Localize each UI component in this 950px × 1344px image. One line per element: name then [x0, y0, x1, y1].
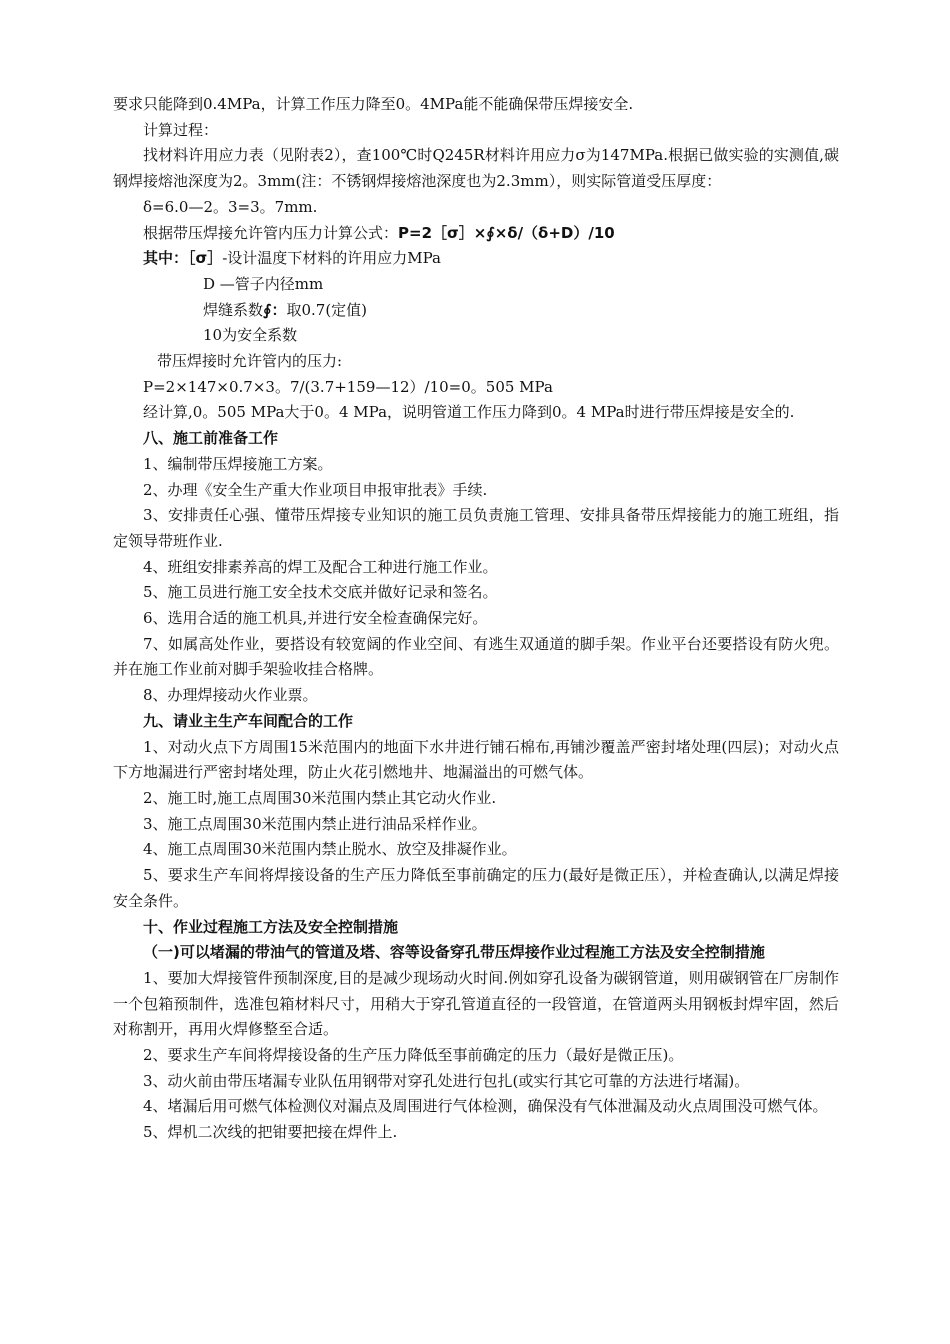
- list-item: 2、办理《安全生产重大作业项目申报审批表》手续.: [143, 480, 488, 499]
- list-item: 2、要求生产车间将焊接设备的生产压力降低至事前确定的压力（最好是微正压)。: [143, 1046, 684, 1065]
- list-item: 5、焊机二次线的把钳要把接在焊件上.: [143, 1123, 398, 1142]
- formula-intro: 根据带压焊接允许管内压力计算公式：: [143, 223, 399, 242]
- thickness-formula: δ=6.0—2。3=3。7mm.: [143, 197, 318, 216]
- paragraph: [113, 298, 839, 324]
- paragraph: [113, 195, 839, 221]
- paragraph: 找材料许用应力表（见附表2），查100℃时Q245R材料许用应力σ为147MPa.根据已做实验的实测值,碳钢焊接熔池深度为2。3mm(注：不锈钢焊接熔池深度也为2.3mm），则实际管道受压厚度：: [113, 146, 839, 191]
- list-item: 4、班组安排素养高的焊工及配合工种进行施工作业。: [143, 557, 498, 576]
- where-label: 其中：: [143, 249, 189, 268]
- weld-factor-label: 焊缝系数: [203, 300, 264, 319]
- pressure-formula: P=2［σ］×∮×δ/（δ+D）/10: [398, 223, 615, 242]
- list-item: 3、动火前由带压堵漏专业队伍用钢带对穿孔处进行包扎(或实行其它可靠的方法进行堵漏)。: [143, 1071, 750, 1090]
- list-item: 7、如属高处作业，要搭设有较宽阔的作业空间、有逃生双通道的脚手架。作业平台还要搭设有防火兜。并在施工作业前对脚手架验收挂合格牌。: [113, 634, 839, 679]
- document-body: [113, 92, 839, 1146]
- paragraph: D —管子内径mm: [203, 274, 324, 293]
- list-item: 4、堵漏后用可燃气体检测仪对漏点及周围进行气体检测，确保没有气体泄漏及动火点周围没可燃气体。: [143, 1097, 828, 1116]
- paragraph: [113, 221, 839, 247]
- subsection-heading: （一)可以堵漏的带油气的管道及塔、容等设备穿孔带压焊接作业过程施工方法及安全控制措施: [143, 943, 765, 962]
- paragraph: 要求只能降到0.4MPa，计算工作压力降至0。4MPa能不能确保带压焊接安全.: [113, 95, 634, 113]
- section-heading: 九、请业主生产车间配合的工作: [143, 711, 354, 730]
- paragraph: 10为安全系数: [203, 326, 298, 345]
- list-item: 1、要加大焊接管件预制深度,目的是减少现场动火时间.例如穿孔设备为碳钢管道，则用碳钢管在厂房制作一个包箱预制件，选准包箱材料尺寸，用稍大于穿孔管道直径的一段管道，在管道两头用钢板封焊牢固，然后对称割开，再用火焊修整至合适。: [113, 968, 839, 1039]
- section-heading: 八、施工前准备工作: [143, 429, 279, 448]
- list-item: 4、施工点周围30米范围内禁止脱水、放空及排凝作业。: [143, 840, 517, 859]
- sigma-definition: -设计温度下材料的许用应力MPa: [222, 249, 441, 268]
- list-item: 3、安排责任心强、懂带压焊接专业知识的施工员负责施工管理、安排具备带压焊接能力的施工班组，指定领导带班作业.: [113, 506, 839, 550]
- list-item: 6、选用合适的施工机具,并进行安全检查确保完好。: [143, 609, 488, 628]
- paragraph: 计算过程：: [143, 120, 219, 139]
- list-item: 1、编制带压焊接施工方案。: [143, 454, 333, 473]
- paragraph: [113, 246, 839, 272]
- list-item: 2、施工时,施工点周围30米范围内禁止其它动火作业.: [143, 788, 497, 807]
- list-item: 8、办理焊接动火作业票。: [143, 686, 318, 705]
- list-item: 5、施工员进行施工安全技术交底并做好记录和签名。: [143, 583, 498, 602]
- paragraph: P=2×147×0.7×3。7/(3.7+159—12）/10=0。505 MPa: [143, 377, 553, 396]
- list-item: 1、对动火点下方周围15米范围内的地面下水井进行铺石棉布,再铺沙覆盖严密封堵处理(四层)；对动火点下方地漏进行严密封堵处理，防止火花引燃地井、地漏溢出的可燃气体。: [113, 737, 839, 782]
- weld-factor-symbol: ∮：: [263, 300, 287, 319]
- weld-factor-value: 取0.7(定值): [286, 300, 368, 319]
- list-item: 3、施工点周围30米范围内禁止进行油品采样作业。: [143, 814, 487, 833]
- list-item: 5、要求生产车间将焊接设备的生产压力降低至事前确定的压力(最好是微正压），并检查确认,以满足焊接安全条件。: [113, 866, 839, 910]
- paragraph: 带压焊接时允许管内的压力:: [157, 352, 343, 371]
- sigma-symbol: ［σ］: [188, 249, 223, 268]
- paragraph: 经计算,0。505 MPa大于0。4 MPa，说明管道工作压力降到0。4 MPa时进行带压焊接是安全的.: [143, 403, 795, 422]
- section-heading: 十、作业过程施工方法及安全控制措施: [143, 917, 399, 936]
